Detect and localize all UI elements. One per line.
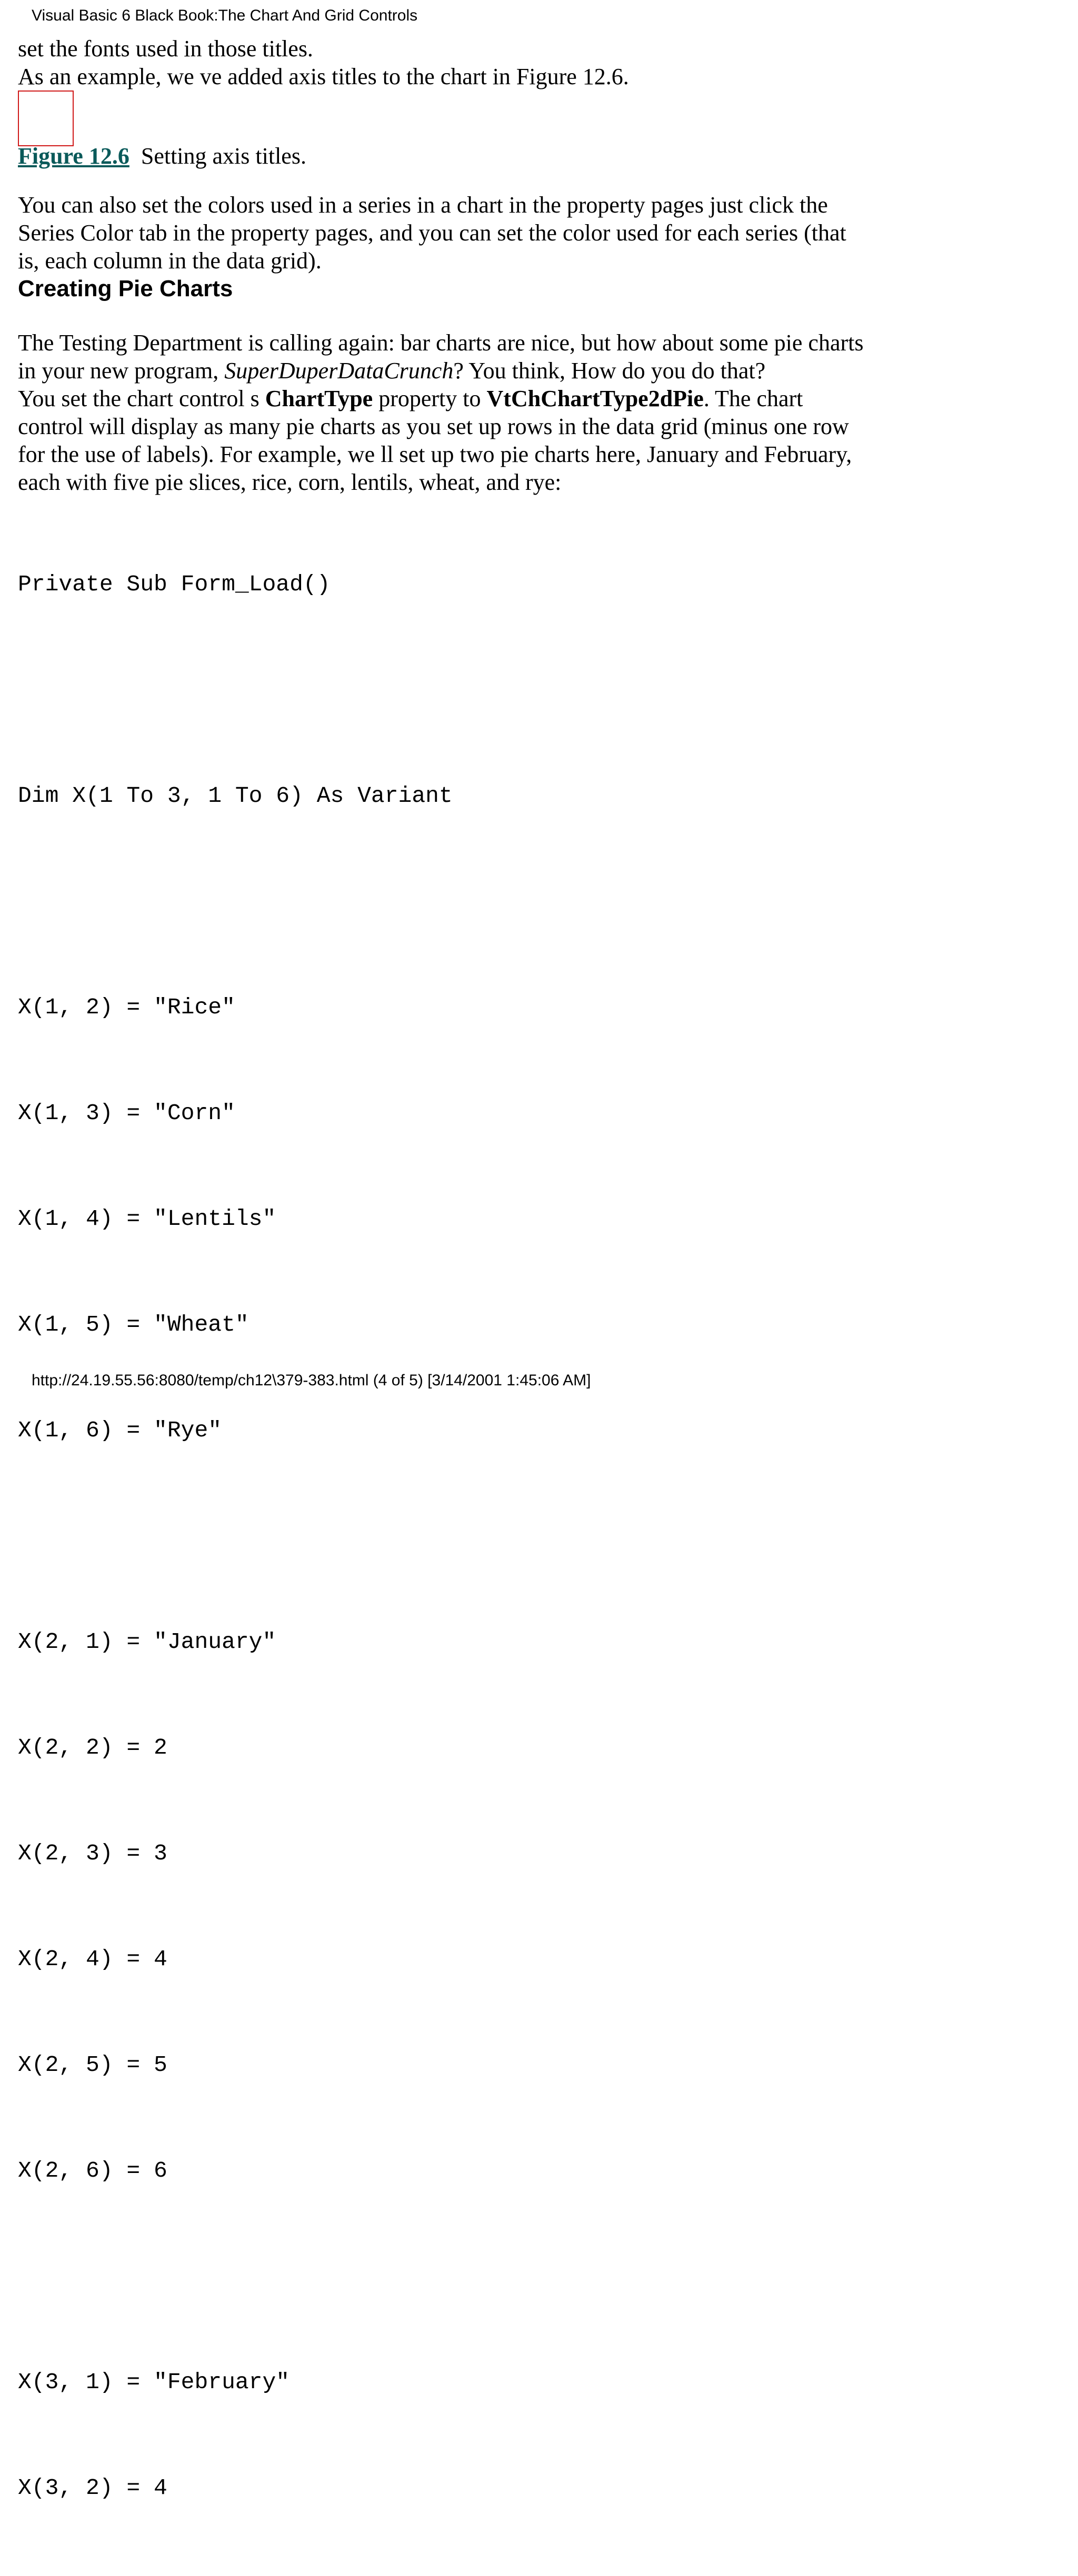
code-blank-line	[18, 884, 871, 919]
code-line: X(3, 1) = "February"	[18, 2369, 290, 2395]
code-line: X(1, 4) = "Lentils"	[18, 1206, 276, 1232]
code-line: X(2, 4) = 4	[18, 1946, 167, 1972]
text-segment: You set the chart control s	[18, 386, 265, 411]
text-segment: The Testing Department is calling again: bar charts are nice, but how about some pie charts in your new program,	[18, 330, 864, 384]
code-line: X(3, 2) = 4	[18, 2475, 167, 2501]
figure-image-placeholder	[18, 90, 74, 146]
code-line: X(2, 1) = "January"	[18, 1629, 276, 1655]
program-name: SuperDuperDataCrunch	[224, 358, 454, 384]
code-line: X(2, 2) = 2	[18, 1735, 167, 1760]
paragraph-series-color: You can also set the colors used in a series in a chart in the property pages just click the Series Color tab in the property pages, and you can set the color used for each series (that is, each column in the data grid).	[18, 192, 846, 274]
figure-caption-text: Setting axis titles.	[141, 143, 306, 169]
property-name: ChartType	[265, 386, 373, 411]
text-segment: . The chart control will display as many pie charts as you set up rows in the data grid (minus one row for the use of labels). For example, we ll set up two pie charts here, January and February, each with five pie slices, rice, corn, lentils, wheat, and rye:	[18, 386, 852, 495]
code-line: X(1, 5) = "Wheat"	[18, 1312, 249, 1337]
code-blank-line	[18, 1518, 871, 1554]
page-header: Visual Basic 6 Black Book:The Chart And Grid Controls	[32, 7, 418, 24]
document-content	[18, 35, 871, 2576]
code-line-dim: Dim X(1 To 3, 1 To 6) As Variant	[18, 783, 453, 809]
code-blank-line	[18, 2259, 871, 2294]
code-line: X(1, 2) = "Rice"	[18, 994, 235, 1020]
page-footer-url: http://24.19.55.56:8080/temp/ch12\379-383.html (4 of 5) [3/14/2001 1:45:06 AM]	[32, 1372, 591, 1389]
code-line: X(2, 5) = 5	[18, 2052, 167, 2078]
code-blank-line	[18, 672, 871, 708]
text-segment: property to	[373, 386, 487, 411]
figure-caption	[18, 142, 871, 170]
code-line: X(2, 6) = 6	[18, 2158, 167, 2183]
figure-link[interactable]: Figure 12.6	[18, 143, 129, 169]
section-title: Creating Pie Charts	[18, 276, 233, 301]
code-line: X(2, 3) = 3	[18, 1840, 167, 1866]
paragraph-testing-dept	[18, 329, 871, 385]
code-line: X(1, 3) = "Corn"	[18, 1100, 235, 1126]
code-line-sub: Private Sub Form_Load()	[18, 571, 331, 597]
code-line: X(1, 6) = "Rye"	[18, 1417, 222, 1443]
paragraph-charttype	[18, 385, 871, 496]
code-listing	[18, 496, 871, 2576]
text-segment: ? You think, How do you do that?	[453, 358, 766, 384]
paragraph-fonts: set the fonts used in those titles.	[18, 36, 313, 62]
paragraph-axis-titles: As an example, we ve added axis titles to the chart in Figure 12.6.	[18, 64, 629, 89]
property-value: VtChChartType2dPie	[486, 386, 704, 411]
